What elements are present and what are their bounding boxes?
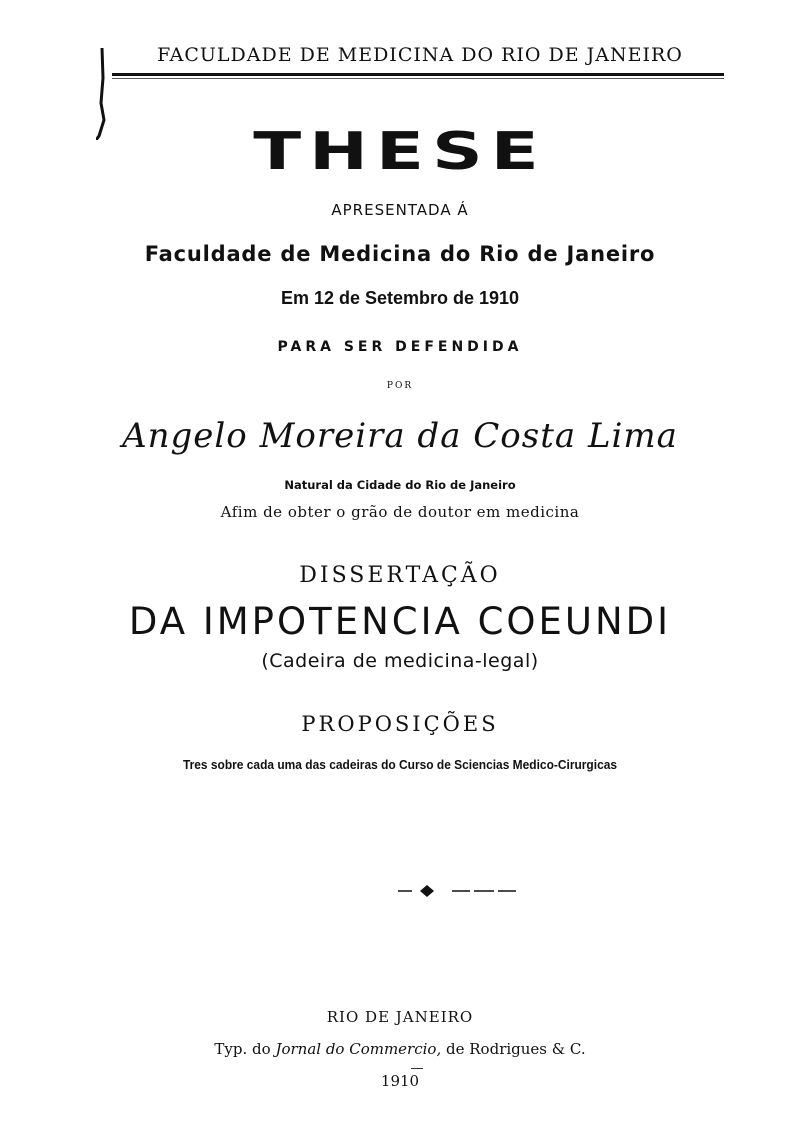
- imprint-city: RIO DE JANEIRO: [326, 1008, 474, 1026]
- header-rule: [112, 73, 724, 76]
- author-name: Angelo Moreira da Costa Lima: [122, 416, 678, 456]
- dissertation-chair: (Cadeira de medicina-legal): [261, 650, 539, 672]
- author-origin: Natural da Cidade do Rio de Janeiro: [284, 478, 516, 492]
- imprint-printer: [0, 1040, 800, 1058]
- ornament-divider: [398, 882, 518, 900]
- faculty-header: FACULDADE DE MEDICINA DO RIO DE JANEIRO: [157, 44, 683, 66]
- faculty-name: Faculdade de Medicina do Rio de Janeiro: [144, 242, 656, 266]
- header-rule-thin: [112, 78, 724, 79]
- dissertation-label: DISSERTAÇÃO: [299, 563, 501, 588]
- degree-purpose: Afim de obter o grão de doutor em medicina: [220, 503, 580, 521]
- propositions-label: PROPOSIÇÕES: [301, 712, 499, 736]
- document-title: THESE: [253, 122, 547, 182]
- printer-prefix: Typ. do: [214, 1040, 271, 1058]
- imprint-year: 1910: [380, 1072, 420, 1090]
- presentation-date: Em 12 de Setembro de 1910: [280, 288, 520, 308]
- dissertation-title: DA IMPOTENCIA COEUNDI: [128, 600, 672, 643]
- printer-journal: Jornal do Commercio,: [275, 1040, 442, 1058]
- presented-to-label: APRESENTADA Á: [331, 201, 469, 219]
- to-be-defended-label: PARA SER DEFENDIDA: [277, 339, 523, 355]
- propositions-description: Tres sobre cada uma das cadeiras do Curso de Sciencias Medico-Cirurgicas: [182, 757, 618, 772]
- year-rule: [411, 1068, 423, 1069]
- by-label: POR: [386, 381, 414, 391]
- printer-suffix: de Rodrigues & C.: [446, 1040, 586, 1058]
